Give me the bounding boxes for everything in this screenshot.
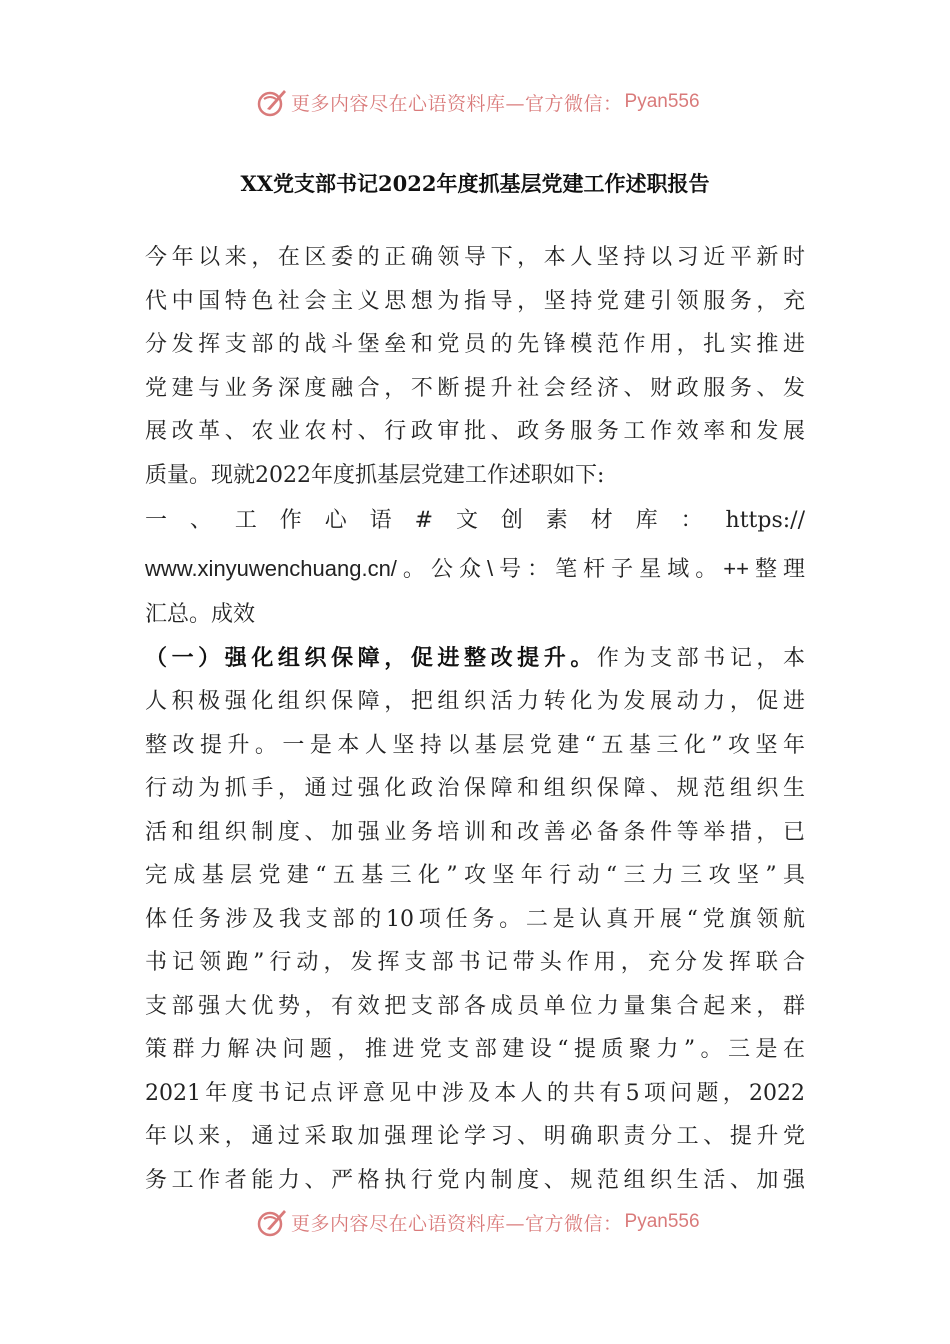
- body-line: 活和组织制度、加强业务培训和改善必备条件等举措，已: [145, 819, 805, 845]
- watermark-text: 更多内容尽在心语资料库—官方微信：: [291, 1212, 623, 1235]
- body-line-heading-link: 一、工作心语#文创素材库：https://: [145, 508, 805, 533]
- body-line: 行动为抓手，通过强化政治保障和组织保障、规范组织生: [145, 776, 805, 801]
- body-line: 分发挥支部的战斗堡垒和党员的先锋模范作用，扎实推进: [145, 332, 805, 357]
- body-line: 人积极强化组织保障，把组织活力转化为发展动力，促进: [145, 689, 805, 714]
- quill-logo-icon: [255, 85, 289, 119]
- body-line: 质量。现就2022年度抓基层党建工作述职如下:: [145, 462, 605, 488]
- body-line: 年以来，通过采取加强理论学习、明确职责分工、提升党: [145, 1124, 805, 1149]
- body-line: 展改革、农业农村、行政审批、政务服务工作效率和发展: [145, 419, 805, 444]
- watermark-id: Pyan556: [624, 91, 700, 112]
- body-line: 策群力解决问题，推进党支部建设“提质聚力”。三是在: [145, 1037, 805, 1062]
- body-line: 2021年度书记点评意见中涉及本人的共有5项问题，2022: [145, 1080, 805, 1106]
- section-heading-rest: 作为支部书记，本: [596, 645, 805, 671]
- watermark-text: 更多内容尽在心语资料库—官方微信：: [291, 92, 623, 115]
- section-heading-line: [145, 637, 805, 681]
- watermark-footer: [255, 1204, 700, 1240]
- body-line-url: www.xinyuwenchuang.cn/。公众\号：笔杆子星域。++整理: [145, 556, 805, 581]
- body-line: 整改提升。一是本人坚持以基层党建“五基三化”攻坚年: [145, 732, 805, 758]
- quill-logo-icon: [255, 1205, 289, 1239]
- body-line: 代中国特色社会主义思想为指导，坚持党建引领服务，充: [145, 288, 805, 314]
- watermark-id: Pyan556: [624, 1211, 700, 1232]
- body-line: 务工作者能力、严格执行党内制度、规范组织生活、加强: [145, 1167, 805, 1193]
- document-title: XX党支部书记2022年度抓基层党建工作述职报告: [240, 171, 710, 196]
- body-line: 今年以来，在区委的正确领导下，本人坚持以习近平新时: [145, 245, 805, 270]
- body-line: 党建与业务深度融合，不断提升社会经济、财政服务、发: [145, 375, 805, 401]
- watermark-header: [255, 84, 700, 120]
- body-line: 完成基层党建“五基三化”攻坚年行动“三力三攻坚”具: [145, 863, 805, 888]
- section-heading: （一）强化组织保障，促进整改提升。: [145, 644, 597, 671]
- body-line: 体任务涉及我支部的10项任务。二是认真开展“党旗领航: [145, 906, 805, 932]
- body-line: 支部强大优势，有效把支部各成员单位力量集合起来，群: [145, 993, 805, 1019]
- body-line: 书记领跑”行动，发挥支部书记带头作用，充分发挥联合: [145, 950, 805, 975]
- body-line: 汇总。成效: [145, 602, 256, 627]
- document-body: [145, 236, 805, 1202]
